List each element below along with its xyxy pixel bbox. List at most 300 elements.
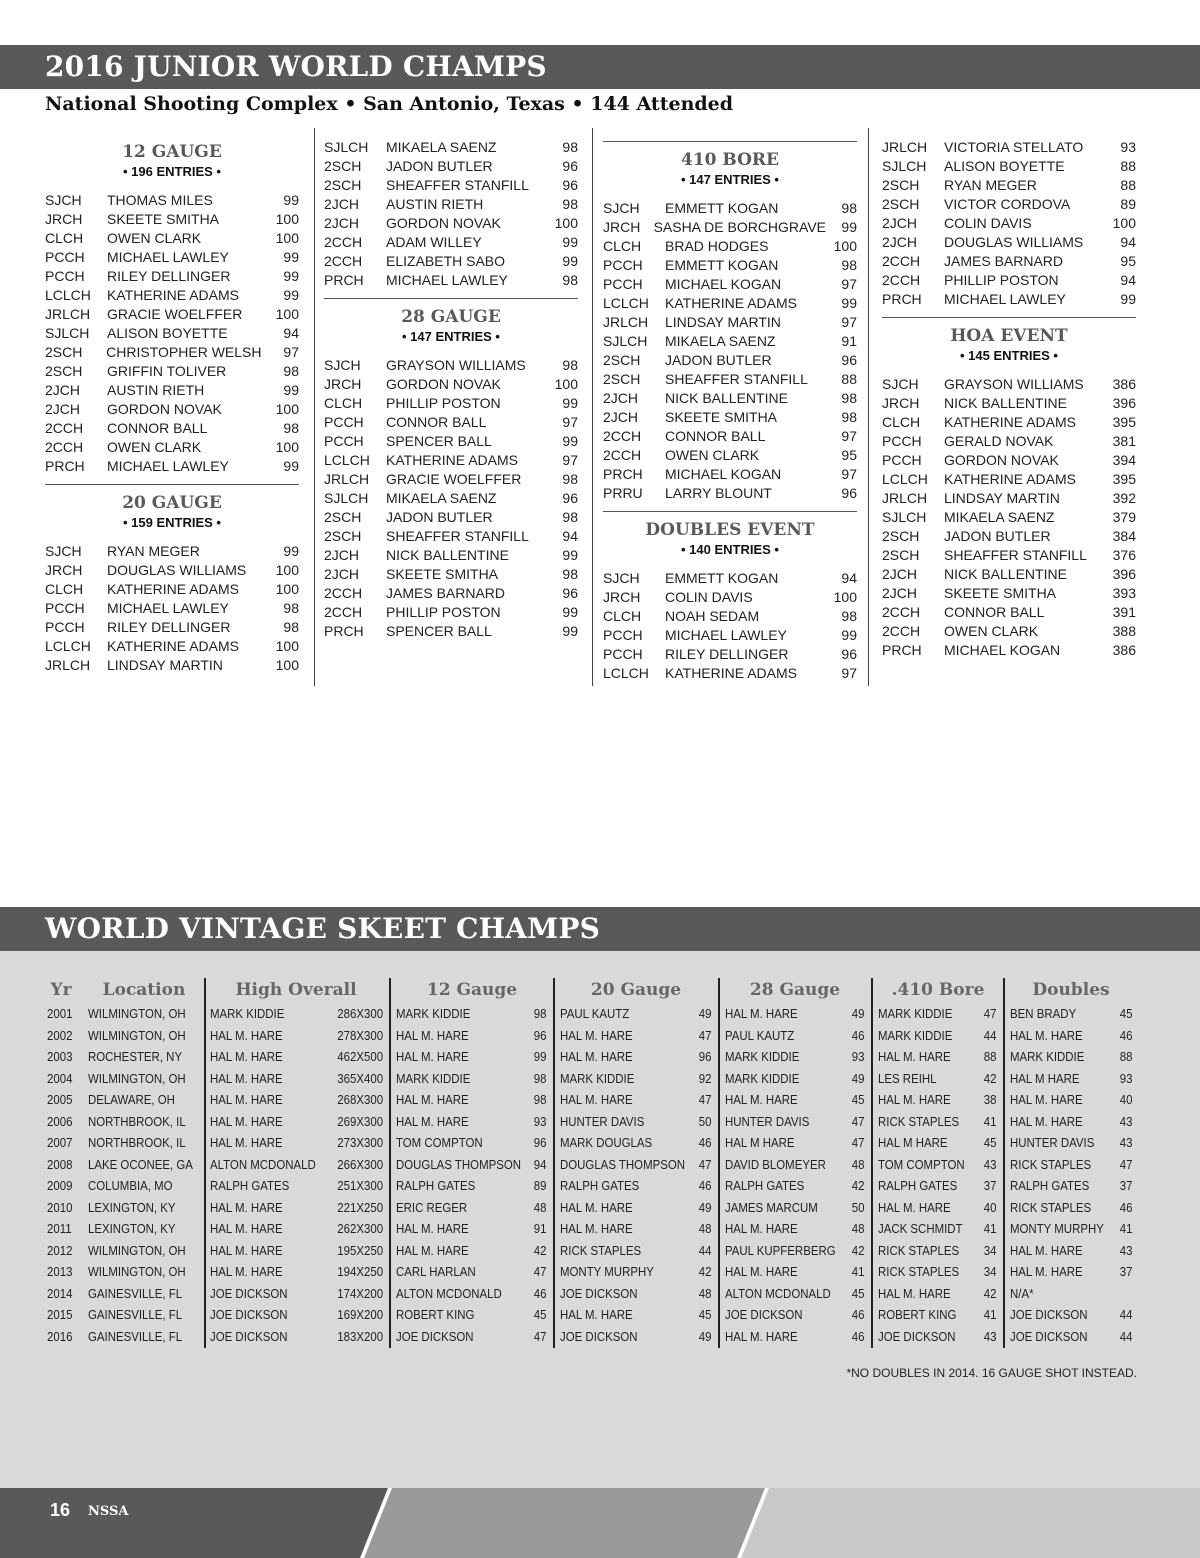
class-code: 2JCH: [882, 585, 918, 601]
vintage-cell-doubles-score: 43: [1119, 1135, 1132, 1150]
vintage-cell-gauge28-score: 93: [851, 1049, 864, 1064]
vintage-cell-high-overall-name: ALTON MCDONALD: [210, 1156, 316, 1172]
vintage-cell-gauge12-score: 98: [533, 1070, 546, 1086]
shooter-name: PHILLIP POSTON: [386, 604, 501, 620]
vintage-cell-bore410-name: HAL M. HARE: [878, 1199, 951, 1215]
class-code: 2JCH: [324, 566, 360, 582]
vintage-cell-year: 2001: [47, 1006, 73, 1021]
score: 98: [841, 390, 857, 406]
vintage-cell-year: 2005: [47, 1092, 73, 1107]
result-row: [603, 275, 857, 294]
vintage-cell-bore410-score: 41: [983, 1307, 996, 1322]
result-row: [882, 271, 1136, 290]
shooter-name: GRAYSON WILLIAMS: [386, 357, 526, 373]
score: 96: [562, 177, 578, 193]
vintage-cell-gauge20-score: 50: [698, 1113, 711, 1129]
vintage-cell-gauge28-name: HAL M. HARE: [725, 1006, 798, 1021]
score: 100: [554, 376, 578, 392]
class-code: 2JCH: [45, 401, 81, 417]
result-row: [603, 332, 857, 351]
vintage-cell-gauge28-name: HAL M HARE: [725, 1135, 795, 1150]
shooter-name: MIKAELA SAENZ: [386, 490, 497, 506]
vintage-cell-gauge12-score: 89: [533, 1178, 546, 1193]
vintage-header: 12 Gauge: [426, 980, 518, 1000]
class-code: PRCH: [882, 642, 922, 658]
class-code: 2JCH: [324, 215, 360, 231]
result-row: [324, 252, 578, 271]
vintage-cell-gauge28-score: 45: [851, 1285, 864, 1301]
shooter-name: NICK BALLENTINE: [665, 390, 788, 406]
result-row: [324, 565, 578, 584]
vintage-cell-high-overall-score: 266X300: [337, 1156, 383, 1172]
vintage-cell-gauge28-score: 48: [851, 1156, 864, 1172]
score: 100: [275, 562, 299, 578]
vintage-cell-gauge28-name: ALTON MCDONALD: [725, 1285, 831, 1301]
vintage-cell-gauge12-name: CARL HARLAN: [396, 1264, 476, 1279]
vintage-cell-gauge20-score: 49: [698, 1328, 711, 1344]
result-row: [603, 351, 857, 370]
result-row: [45, 438, 299, 457]
vintage-cell-gauge28-score: 47: [851, 1135, 864, 1150]
vintage-cell-doubles-score: 37: [1119, 1264, 1132, 1279]
result-row: [324, 603, 578, 622]
score: 99: [841, 219, 857, 235]
score: 98: [283, 420, 299, 436]
score: 100: [275, 657, 299, 673]
vintage-cell-doubles-name: HAL M HARE: [1010, 1070, 1080, 1086]
vintage-cell-bore410-name: JOE DICKSON: [878, 1328, 956, 1344]
class-code: JRCH: [45, 562, 83, 578]
score: 100: [275, 439, 299, 455]
event-entries: • 140 ENTRIES •: [681, 542, 779, 557]
class-code: 2JCH: [882, 234, 918, 250]
footer-brand: NSSA: [88, 1504, 129, 1519]
event-title: 410 BORE: [681, 150, 779, 170]
vintage-cell-gauge12-name: ERIC REGER: [396, 1199, 468, 1215]
shooter-name: LINDSAY MARTIN: [665, 314, 781, 330]
vintage-cell-gauge12-score: 98: [533, 1006, 546, 1021]
vintage-cell-bore410-score: 34: [983, 1264, 996, 1279]
shooter-name: COLIN DAVIS: [665, 589, 753, 605]
result-row: [324, 138, 578, 157]
result-row: [45, 457, 299, 476]
vintage-cell-gauge20-name: RALPH GATES: [560, 1178, 640, 1193]
score: 100: [275, 306, 299, 322]
vintage-cell-high-overall-name: HAL M. HARE: [210, 1092, 283, 1107]
vintage-header: Doubles: [1032, 980, 1110, 1000]
score: 100: [833, 589, 857, 605]
class-code: SJCH: [603, 200, 640, 216]
vintage-cell-gauge12-score: 48: [533, 1199, 546, 1215]
vintage-cell-location: WILMINGTON, OH: [88, 1242, 186, 1258]
vintage-cell-doubles-name: MONTY MURPHY: [1010, 1221, 1104, 1236]
vintage-cell-gauge12-name: JOE DICKSON: [396, 1328, 474, 1344]
vintage-cell-year: 2012: [47, 1242, 73, 1258]
event-entries: • 147 ENTRIES •: [402, 329, 500, 344]
score: 376: [1112, 547, 1136, 563]
result-row: [45, 599, 299, 618]
score: 99: [841, 295, 857, 311]
vintage-cell-gauge20-score: 42: [698, 1264, 711, 1279]
vintage-cell-gauge20-name: HAL M. HARE: [560, 1221, 633, 1236]
score: 97: [841, 314, 857, 330]
shooter-name: AUSTIN RIETH: [386, 196, 484, 212]
result-row: [324, 451, 578, 470]
result-row: [882, 252, 1136, 271]
shooter-name: GRACIE WOELFFER: [386, 471, 522, 487]
score: 99: [1120, 291, 1136, 307]
vintage-cell-gauge28-score: 46: [851, 1307, 864, 1322]
vintage-cell-gauge12-score: 98: [533, 1092, 546, 1107]
event-entries: • 159 ENTRIES •: [123, 515, 221, 530]
vintage-cell-gauge20-score: 46: [698, 1178, 711, 1193]
class-code: SJLCH: [882, 509, 927, 525]
result-row: [882, 470, 1136, 489]
vintage-cell-doubles-score: 93: [1119, 1070, 1132, 1086]
score: 98: [283, 619, 299, 635]
class-code: 2SCH: [603, 371, 641, 387]
score: 393: [1112, 585, 1136, 601]
vintage-cell-high-overall-name: HAL M. HARE: [210, 1049, 283, 1064]
vintage-cell-gauge12-name: TOM COMPTON: [396, 1135, 483, 1150]
vintage-cell-high-overall-name: HAL M. HARE: [210, 1027, 283, 1043]
score: 98: [283, 600, 299, 616]
vintage-cell-high-overall-name: RALPH GATES: [210, 1178, 290, 1193]
vintage-cell-bore410-score: 34: [983, 1242, 996, 1258]
result-row: [45, 267, 299, 286]
score: 100: [833, 238, 857, 254]
shooter-name: KATHERINE ADAMS: [386, 452, 518, 468]
vintage-champs-title: WORLD VINTAGE SKEET CHAMPS: [45, 912, 601, 945]
score: 99: [841, 627, 857, 643]
result-row: [882, 413, 1136, 432]
vintage-header: .410 Bore: [891, 980, 985, 1000]
vintage-cell-gauge28-name: HAL M. HARE: [725, 1328, 798, 1344]
result-row: [603, 408, 857, 427]
vintage-cell-location: ROCHESTER, NY: [88, 1049, 183, 1064]
vintage-cell-doubles-name: BEN BRADY: [1010, 1006, 1077, 1021]
score: 97: [841, 276, 857, 292]
shooter-name: MICHAEL KOGAN: [944, 642, 1061, 658]
page-footer: [0, 1488, 1200, 1558]
score: 88: [841, 371, 857, 387]
class-code: 2CCH: [603, 447, 642, 463]
class-code: JRLCH: [882, 139, 928, 155]
vintage-cell-gauge12-score: 47: [533, 1264, 546, 1279]
class-code: CLCH: [603, 238, 642, 254]
vintage-cell-bore410-score: 40: [983, 1199, 996, 1215]
vintage-cell-gauge12-score: 91: [533, 1221, 546, 1236]
class-code: JRLCH: [882, 490, 928, 506]
shooter-name: MIKAELA SAENZ: [944, 509, 1055, 525]
event-block: [324, 138, 578, 290]
class-code: LCLCH: [882, 471, 928, 487]
vintage-cell-doubles-score: 88: [1119, 1049, 1132, 1064]
vintage-cell-doubles-name: HAL M. HARE: [1010, 1092, 1083, 1107]
vintage-cell-year: 2009: [47, 1178, 73, 1193]
shooter-name: JADON BUTLER: [944, 528, 1051, 544]
vintage-cell-bore410-score: 41: [983, 1113, 996, 1129]
vintage-header: High Overall: [235, 980, 357, 1000]
vintage-cell-doubles-name: MARK KIDDIE: [1010, 1049, 1085, 1064]
shooter-name: JAMES BARNARD: [386, 585, 506, 601]
vintage-cell-bore410-score: 88: [983, 1049, 996, 1064]
vintage-cell-gauge28-name: DAVID BLOMEYER: [725, 1156, 826, 1172]
shooter-name: MICHAEL LAWLEY: [107, 249, 229, 265]
class-code: LCLCH: [603, 665, 649, 681]
result-row: [882, 233, 1136, 252]
result-row: [45, 191, 299, 210]
shooter-name: EMMETT KOGAN: [665, 200, 779, 216]
page-number: 16: [50, 1500, 71, 1520]
vintage-header: 20 Gauge: [590, 980, 682, 1000]
score: 94: [1120, 272, 1136, 288]
score: 98: [562, 509, 578, 525]
result-row: [603, 607, 857, 626]
vintage-cell-doubles-name: JOE DICKSON: [1010, 1328, 1088, 1344]
vintage-cell-gauge28-name: HAL M. HARE: [725, 1221, 798, 1236]
shooter-name: RILEY DELLINGER: [107, 619, 231, 635]
result-row: [882, 375, 1136, 394]
shooter-name: KATHERINE ADAMS: [944, 471, 1076, 487]
class-code: PRCH: [324, 272, 364, 288]
vintage-cell-doubles-name: HAL M. HARE: [1010, 1264, 1083, 1279]
vintage-cell-gauge12-score: 93: [533, 1113, 546, 1129]
class-code: 2SCH: [324, 509, 362, 525]
shooter-name: MIKAELA SAENZ: [665, 333, 776, 349]
score: 100: [275, 211, 299, 227]
score: 96: [841, 646, 857, 662]
shooter-name: NICK BALLENTINE: [944, 395, 1067, 411]
result-row: [882, 176, 1136, 195]
score: 98: [562, 471, 578, 487]
result-row: [603, 256, 857, 275]
vintage-cell-gauge12-name: ROBERT KING: [396, 1307, 475, 1322]
score: 97: [562, 414, 578, 430]
shooter-name: OWEN CLARK: [107, 439, 202, 455]
event-title: 12 GAUGE: [122, 142, 222, 162]
score: 99: [283, 192, 299, 208]
event-title: HOA EVENT: [950, 326, 1068, 346]
event-block: [45, 141, 299, 476]
vintage-cell-year: 2015: [47, 1307, 73, 1322]
class-code: JRCH: [603, 219, 641, 235]
vintage-cell-high-overall-score: 183X200: [337, 1328, 383, 1344]
vintage-cell-gauge12-name: HAL M. HARE: [396, 1242, 469, 1258]
vintage-cell-gauge28-score: 50: [851, 1199, 864, 1215]
shooter-name: GORDON NOVAK: [944, 452, 1059, 468]
event-title: 20 GAUGE: [122, 493, 222, 513]
vintage-cell-gauge12-score: 45: [533, 1307, 546, 1322]
vintage-cell-gauge12-score: 46: [533, 1285, 546, 1301]
shooter-name: CONNOR BALL: [386, 414, 487, 430]
result-row: [882, 157, 1136, 176]
vintage-cell-gauge20-name: RICK STAPLES: [560, 1242, 642, 1258]
result-row: [45, 343, 299, 362]
result-row: [603, 389, 857, 408]
class-code: 2SCH: [882, 547, 920, 563]
vintage-cell-bore410-score: 42: [983, 1285, 996, 1301]
vintage-cell-bore410-score: 41: [983, 1221, 996, 1236]
class-code: 2CCH: [324, 234, 363, 250]
score: 386: [1112, 376, 1136, 392]
vintage-cell-high-overall-name: JOE DICKSON: [210, 1285, 288, 1301]
shooter-name: SKEETE SMITHA: [665, 409, 778, 425]
class-code: PCCH: [45, 600, 85, 616]
vintage-cell-gauge12-name: HAL M. HARE: [396, 1049, 469, 1064]
shooter-name: GORDON NOVAK: [386, 376, 501, 392]
score: 97: [283, 344, 299, 360]
class-code: 2SCH: [324, 528, 362, 544]
shooter-name: RILEY DELLINGER: [107, 268, 231, 284]
shooter-name: BRAD HODGES: [665, 238, 769, 254]
score: 99: [283, 249, 299, 265]
shooter-name: MICHAEL LAWLEY: [944, 291, 1066, 307]
column-divider: [868, 128, 869, 686]
shooter-name: ALISON BOYETTE: [944, 158, 1065, 174]
class-code: PCCH: [324, 414, 364, 430]
shooter-name: KATHERINE ADAMS: [107, 581, 239, 597]
vintage-cell-location: NORTHBROOK, IL: [88, 1135, 186, 1150]
class-code: 2SCH: [882, 528, 920, 544]
vintage-cell-gauge28-score: 42: [851, 1178, 864, 1193]
vintage-cell-gauge28-score: 49: [851, 1070, 864, 1086]
shooter-name: SHEAFFER STANFILL: [665, 371, 808, 387]
class-code: 2JCH: [603, 409, 639, 425]
vintage-cell-bore410-name: HAL M. HARE: [878, 1049, 951, 1064]
vintage-cell-gauge12-name: MARK KIDDIE: [396, 1070, 471, 1086]
class-code: PRCH: [45, 458, 85, 474]
class-code: 2CCH: [882, 253, 921, 269]
event-entries: • 147 ENTRIES •: [681, 172, 779, 187]
result-row: [603, 465, 857, 484]
event-block: [324, 298, 578, 641]
vintage-cell-location: LEXINGTON, KY: [88, 1199, 176, 1215]
vintage-cell-doubles-name: HUNTER DAVIS: [1010, 1135, 1095, 1150]
result-row: [603, 294, 857, 313]
shooter-name: RYAN MEGER: [944, 177, 1037, 193]
class-code: 2JCH: [603, 390, 639, 406]
result-row: [882, 432, 1136, 451]
vintage-cell-gauge12-name: HAL M. HARE: [396, 1113, 469, 1129]
shooter-name: JADON BUTLER: [386, 158, 493, 174]
class-code: 2SCH: [324, 158, 362, 174]
result-row: [45, 381, 299, 400]
vintage-cell-high-overall-score: 194X250: [337, 1264, 383, 1279]
footer-band-dark: [0, 1488, 388, 1558]
vintage-cell-gauge12-score: 47: [533, 1328, 546, 1344]
vintage-cell-year: 2002: [47, 1027, 73, 1043]
score: 97: [841, 665, 857, 681]
class-code: PRRU: [603, 485, 643, 501]
score: 88: [1120, 158, 1136, 174]
vintage-cell-year: 2014: [47, 1285, 73, 1301]
class-code: 2CCH: [603, 428, 642, 444]
result-row: [603, 199, 857, 218]
score: 391: [1112, 604, 1136, 620]
score: 96: [562, 490, 578, 506]
result-row: [324, 413, 578, 432]
vintage-cell-gauge20-name: MARK KIDDIE: [560, 1070, 635, 1086]
vintage-cell-year: 2008: [47, 1156, 73, 1172]
vintage-cell-doubles-name: RICK STAPLES: [1010, 1156, 1092, 1172]
shooter-name: EMMETT KOGAN: [665, 570, 779, 586]
vintage-cell-location: LEXINGTON, KY: [88, 1221, 176, 1236]
class-code: LCLCH: [45, 638, 91, 654]
class-code: 2JCH: [324, 196, 360, 212]
vintage-cell-gauge20-name: HAL M. HARE: [560, 1199, 633, 1215]
class-code: SJCH: [882, 376, 919, 392]
result-row: [882, 138, 1136, 157]
vintage-cell-high-overall-name: HAL M. HARE: [210, 1242, 283, 1258]
class-code: PCCH: [603, 646, 643, 662]
shooter-name: MICHAEL LAWLEY: [386, 272, 508, 288]
score: 98: [562, 566, 578, 582]
class-code: 2JCH: [882, 566, 918, 582]
class-code: LCLCH: [603, 295, 649, 311]
score: 381: [1112, 433, 1136, 449]
result-row: [45, 229, 299, 248]
result-row: [882, 451, 1136, 470]
class-code: 2CCH: [882, 272, 921, 288]
result-row: [882, 584, 1136, 603]
score: 96: [562, 585, 578, 601]
vintage-cell-high-overall-name: HAL M. HARE: [210, 1264, 283, 1279]
class-code: 2JCH: [882, 215, 918, 231]
shooter-name: ELIZABETH SABO: [386, 253, 506, 269]
score: 100: [275, 638, 299, 654]
score: 99: [283, 287, 299, 303]
shooter-name: CONNOR BALL: [107, 420, 208, 436]
vintage-cell-location: GAINESVILLE, FL: [88, 1328, 183, 1344]
vintage-cell-gauge20-name: MONTY MURPHY: [560, 1264, 654, 1279]
score: 98: [562, 357, 578, 373]
vintage-cell-bore410-name: JACK SCHMIDT: [878, 1221, 963, 1236]
footer-band-mid: [364, 1488, 765, 1558]
vintage-cell-gauge28-name: PAUL KUPFERBERG: [725, 1242, 836, 1258]
vintage-cell-doubles-score: 44: [1119, 1307, 1132, 1322]
class-code: 2CCH: [45, 439, 84, 455]
vintage-champs-banner: [0, 907, 1200, 951]
vintage-cell-doubles-score: 45: [1119, 1006, 1132, 1021]
class-code: 2JCH: [45, 382, 81, 398]
vintage-cell-location: WILMINGTON, OH: [88, 1027, 186, 1043]
shooter-name: LARRY BLOUNT: [665, 485, 772, 501]
result-row: [603, 218, 857, 237]
score: 100: [1112, 215, 1136, 231]
vintage-cell-location: LAKE OCONEE, GA: [88, 1156, 193, 1172]
vintage-cell-gauge12-name: HAL M. HARE: [396, 1221, 469, 1236]
vintage-cell-gauge12-score: 96: [533, 1027, 546, 1043]
vintage-cell-high-overall-name: HAL M. HARE: [210, 1221, 283, 1236]
shooter-name: ALISON BOYETTE: [107, 325, 228, 341]
score: 97: [562, 452, 578, 468]
vintage-cell-bore410-name: MARK KIDDIE: [878, 1006, 953, 1021]
class-code: JRCH: [45, 211, 83, 227]
score: 99: [562, 395, 578, 411]
shooter-name: EMMETT KOGAN: [665, 257, 779, 273]
class-code: PCCH: [45, 619, 85, 635]
vintage-cell-bore410-score: 44: [983, 1027, 996, 1043]
score: 95: [1120, 253, 1136, 269]
shooter-name: MIKAELA SAENZ: [386, 139, 497, 155]
vintage-cell-high-overall-name: HAL M. HARE: [210, 1113, 283, 1129]
event-title: 28 GAUGE: [401, 307, 501, 327]
vintage-cell-high-overall-name: MARK KIDDIE: [210, 1006, 285, 1021]
score: 386: [1112, 642, 1136, 658]
result-row: [45, 542, 299, 561]
vintage-footnote: *NO DOUBLES IN 2014. 16 GAUGE SHOT INSTEAD.: [846, 1366, 1137, 1380]
